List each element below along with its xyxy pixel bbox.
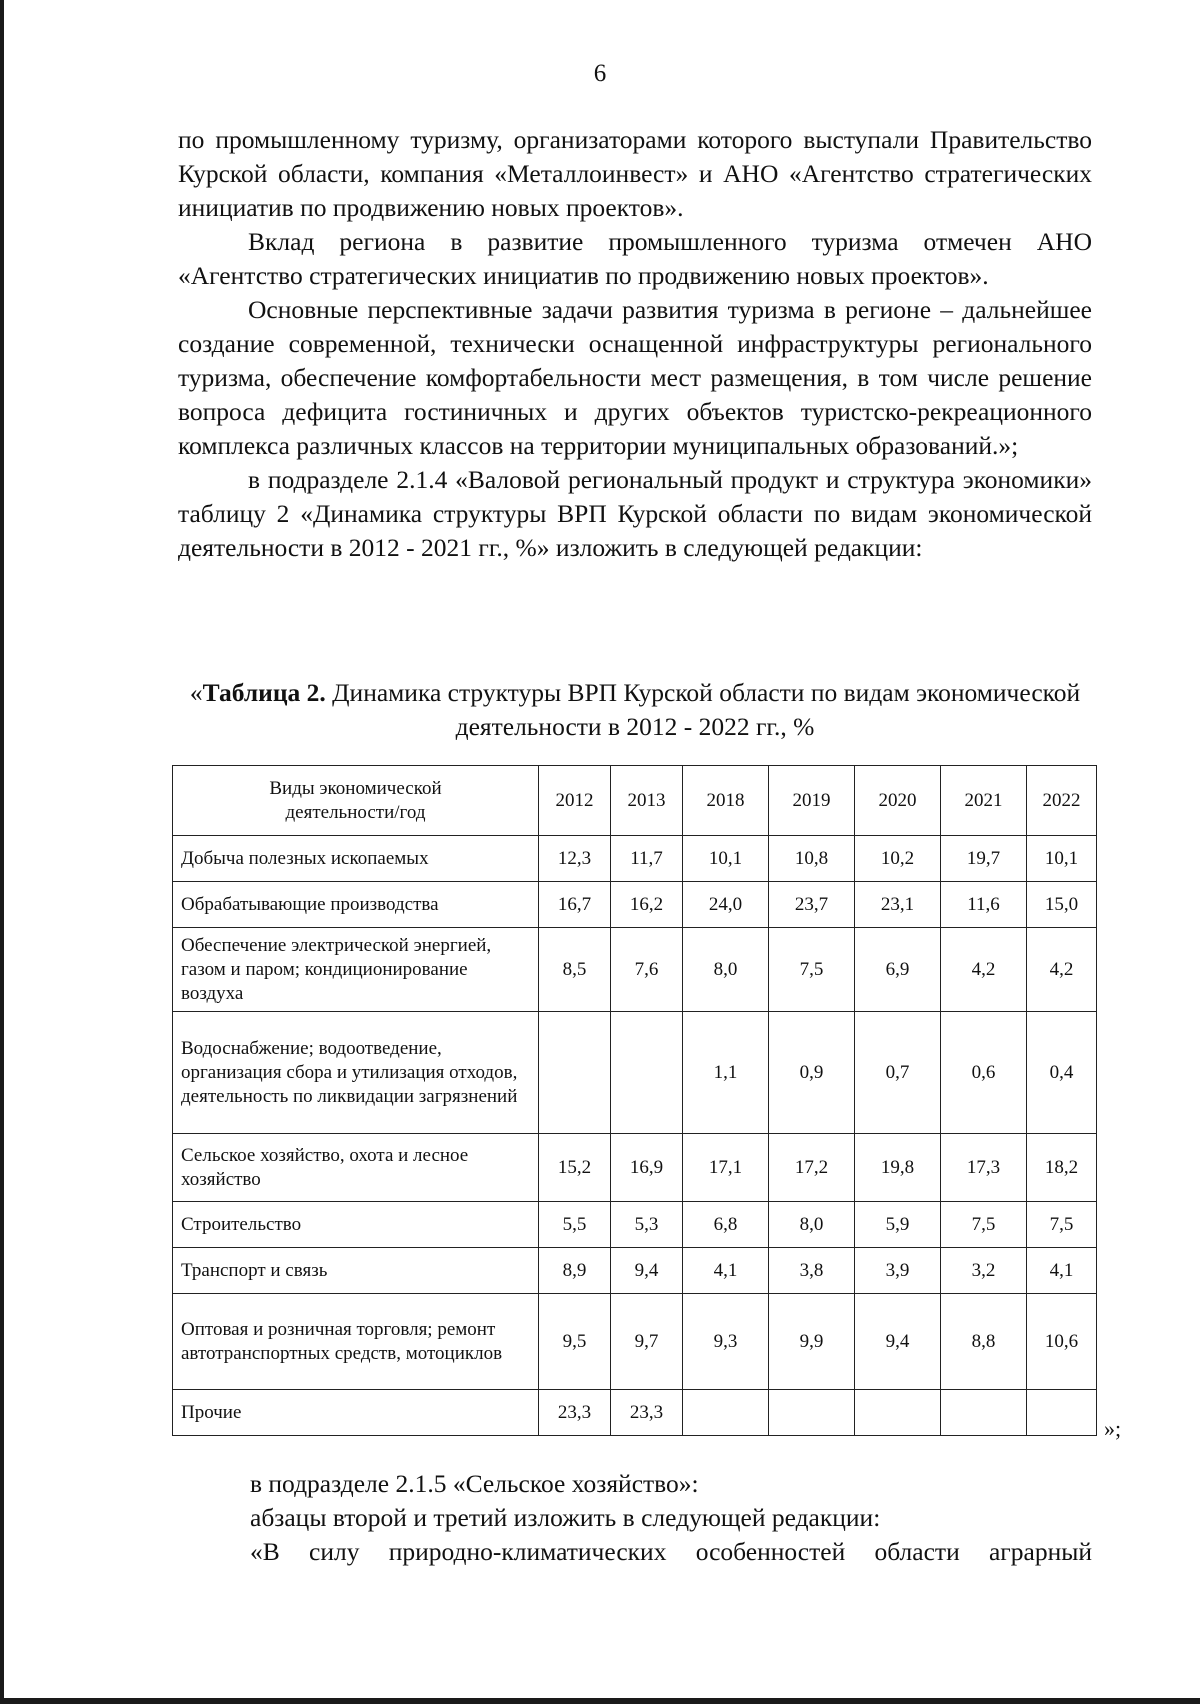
cell-value: 17,3 [941, 1134, 1027, 1202]
page-number: 6 [593, 60, 607, 87]
table-caption [178, 676, 1092, 744]
table-row [173, 1390, 1097, 1436]
cell-value: 9,7 [611, 1294, 683, 1390]
cell-value: 9,3 [683, 1294, 769, 1390]
cell-value: 0,4 [1027, 1012, 1097, 1134]
body-text [178, 123, 1092, 565]
header-year-2021: 2021 [941, 766, 1027, 836]
table-row [173, 1294, 1097, 1390]
cell-value: 8,8 [941, 1294, 1027, 1390]
header-activity: Виды экономической деятельности/год [173, 766, 539, 836]
cell-value: 19,7 [941, 836, 1027, 882]
cell-value: 16,9 [611, 1134, 683, 1202]
cell-value: 8,5 [539, 928, 611, 1012]
table-row [173, 1134, 1097, 1202]
cell-value: 17,2 [769, 1134, 855, 1202]
cell-value: 10,1 [1027, 836, 1097, 882]
cell-value: 0,6 [941, 1012, 1027, 1134]
header-year-2018: 2018 [683, 766, 769, 836]
header-year-2019: 2019 [769, 766, 855, 836]
cell-value: 7,5 [941, 1202, 1027, 1248]
cell-value: 1,1 [683, 1012, 769, 1134]
cell-value: 8,0 [769, 1202, 855, 1248]
table-row [173, 836, 1097, 882]
row-label: Транспорт и связь [173, 1248, 539, 1294]
cell-value: 19,8 [855, 1134, 941, 1202]
paragraph-tourism-tasks: Основные перспективные задачи развития туризма в регионе – дальнейшее создание современной, технически оснащенной инфраструктуры регионального туризма, обеспечение комфортабельности мест размещения, в том числе решение вопроса дефицита гостиничных и других объектов туристско-рекреационного комплекса различных классов на территории муниципальных образований.»; [178, 295, 1092, 460]
cell-value: 11,6 [941, 882, 1027, 928]
cell-value: 23,7 [769, 882, 855, 928]
cell-value: 5,5 [539, 1202, 611, 1248]
paragraph-region-contribution: Вклад региона в развитие промышленного туризма отмечен АНО «Агентство стратегических инициатив по продвижению новых проектов». [178, 227, 1092, 290]
cell-value: 4,2 [941, 928, 1027, 1012]
header-year-2012: 2012 [539, 766, 611, 836]
cell-value: 9,4 [611, 1248, 683, 1294]
cell-value: 17,1 [683, 1134, 769, 1202]
cell-value: 0,7 [855, 1012, 941, 1134]
cell-value: 9,4 [855, 1294, 941, 1390]
cell-value: 23,1 [855, 882, 941, 928]
cell-value: 4,2 [1027, 928, 1097, 1012]
cell-value: 5,9 [855, 1202, 941, 1248]
closing-quote-mark: »; [1104, 1416, 1122, 1441]
row-label: Прочие [173, 1390, 539, 1436]
cell-value: 11,7 [611, 836, 683, 882]
cell-value: 7,5 [1027, 1202, 1097, 1248]
caption-open-quote: « [189, 678, 203, 707]
table-row [173, 1202, 1097, 1248]
table-row [173, 928, 1097, 1012]
cell-value: 6,8 [683, 1202, 769, 1248]
after-table-text [250, 1467, 1092, 1569]
paragraph-subsection-2-1-5: в подразделе 2.1.5 «Сельское хозяйство»: [250, 1469, 699, 1498]
cell-value: 10,1 [683, 836, 769, 882]
paragraph-subsection-2-1-4: в подразделе 2.1.4 «Валовой региональный продукт и структура экономики» таблицу 2 «Динамика структуры ВРП Курской области по видам экономической деятельности в 2012 - 2021 гг., %» изложить в следующей редакции: [178, 465, 1092, 562]
cell-value [683, 1390, 769, 1436]
cell-value [539, 1012, 611, 1134]
row-label: Добыча полезных ископаемых [173, 836, 539, 882]
row-label: Сельское хозяйство, охота и лесное хозяйство [173, 1134, 539, 1202]
cell-value: 3,9 [855, 1248, 941, 1294]
table-row [173, 1248, 1097, 1294]
cell-value: 9,9 [769, 1294, 855, 1390]
cell-value: 15,0 [1027, 882, 1097, 928]
cell-value: 5,3 [611, 1202, 683, 1248]
header-year-2022: 2022 [1027, 766, 1097, 836]
cell-value: 0,9 [769, 1012, 855, 1134]
cell-value: 10,8 [769, 836, 855, 882]
cell-value: 23,3 [611, 1390, 683, 1436]
cell-value: 24,0 [683, 882, 769, 928]
header-year-2013: 2013 [611, 766, 683, 836]
cell-value: 16,7 [539, 882, 611, 928]
header-year-2020: 2020 [855, 766, 941, 836]
table-row [173, 882, 1097, 928]
table-header-row [173, 766, 1097, 836]
cell-value: 3,2 [941, 1248, 1027, 1294]
cell-value: 4,1 [683, 1248, 769, 1294]
cell-value: 23,3 [539, 1390, 611, 1436]
table-row [173, 1012, 1097, 1134]
cell-value: 4,1 [1027, 1248, 1097, 1294]
cell-value [769, 1390, 855, 1436]
cell-value: 8,9 [539, 1248, 611, 1294]
paragraph-tourism-organizers: по промышленному туризму, организаторами которого выступали Правительство Курской области, компания «Металлоинвест» и АНО «Агентство стратегических инициатив по продвижению новых проектов». [178, 125, 1092, 222]
cell-value: 10,2 [855, 836, 941, 882]
cell-value: 3,8 [769, 1248, 855, 1294]
cell-value: 7,5 [769, 928, 855, 1012]
cell-value: 9,5 [539, 1294, 611, 1390]
cell-value [941, 1390, 1027, 1436]
caption-table-label: Таблица 2. [202, 678, 326, 707]
row-label: Оптовая и розничная торговля; ремонт автотранспортных средств, мотоциклов [173, 1294, 539, 1390]
row-label: Обрабатывающие производства [173, 882, 539, 928]
cell-value: 16,2 [611, 882, 683, 928]
cell-value: 12,3 [539, 836, 611, 882]
paragraph-quote-start: «В силу природно-климатических особенностей области аграрный [250, 1537, 1092, 1566]
grp-structure-table [172, 765, 1097, 1436]
cell-value: 7,6 [611, 928, 683, 1012]
cell-value [611, 1012, 683, 1134]
cell-value: 8,0 [683, 928, 769, 1012]
paragraph-edit-instruction: абзацы второй и третий изложить в следующей редакции: [250, 1503, 881, 1532]
cell-value [1027, 1390, 1097, 1436]
row-label: Обеспечение электрической энергией, газом и паром; кондиционирование воздуха [173, 928, 539, 1012]
row-label: Строительство [173, 1202, 539, 1248]
scan-border-bottom [0, 1698, 1200, 1704]
scan-border-left [0, 0, 4, 1704]
cell-value: 15,2 [539, 1134, 611, 1202]
cell-value: 18,2 [1027, 1134, 1097, 1202]
cell-value: 10,6 [1027, 1294, 1097, 1390]
row-label: Водоснабжение; водоотведение, организация сбора и утилизация отходов, деятельность по ликвидации загрязнений [173, 1012, 539, 1134]
cell-value: 6,9 [855, 928, 941, 1012]
cell-value [855, 1390, 941, 1436]
caption-title: Динамика структуры ВРП Курской области по видам экономической деятельности в 2012 - 2022 гг., % [325, 678, 1081, 741]
